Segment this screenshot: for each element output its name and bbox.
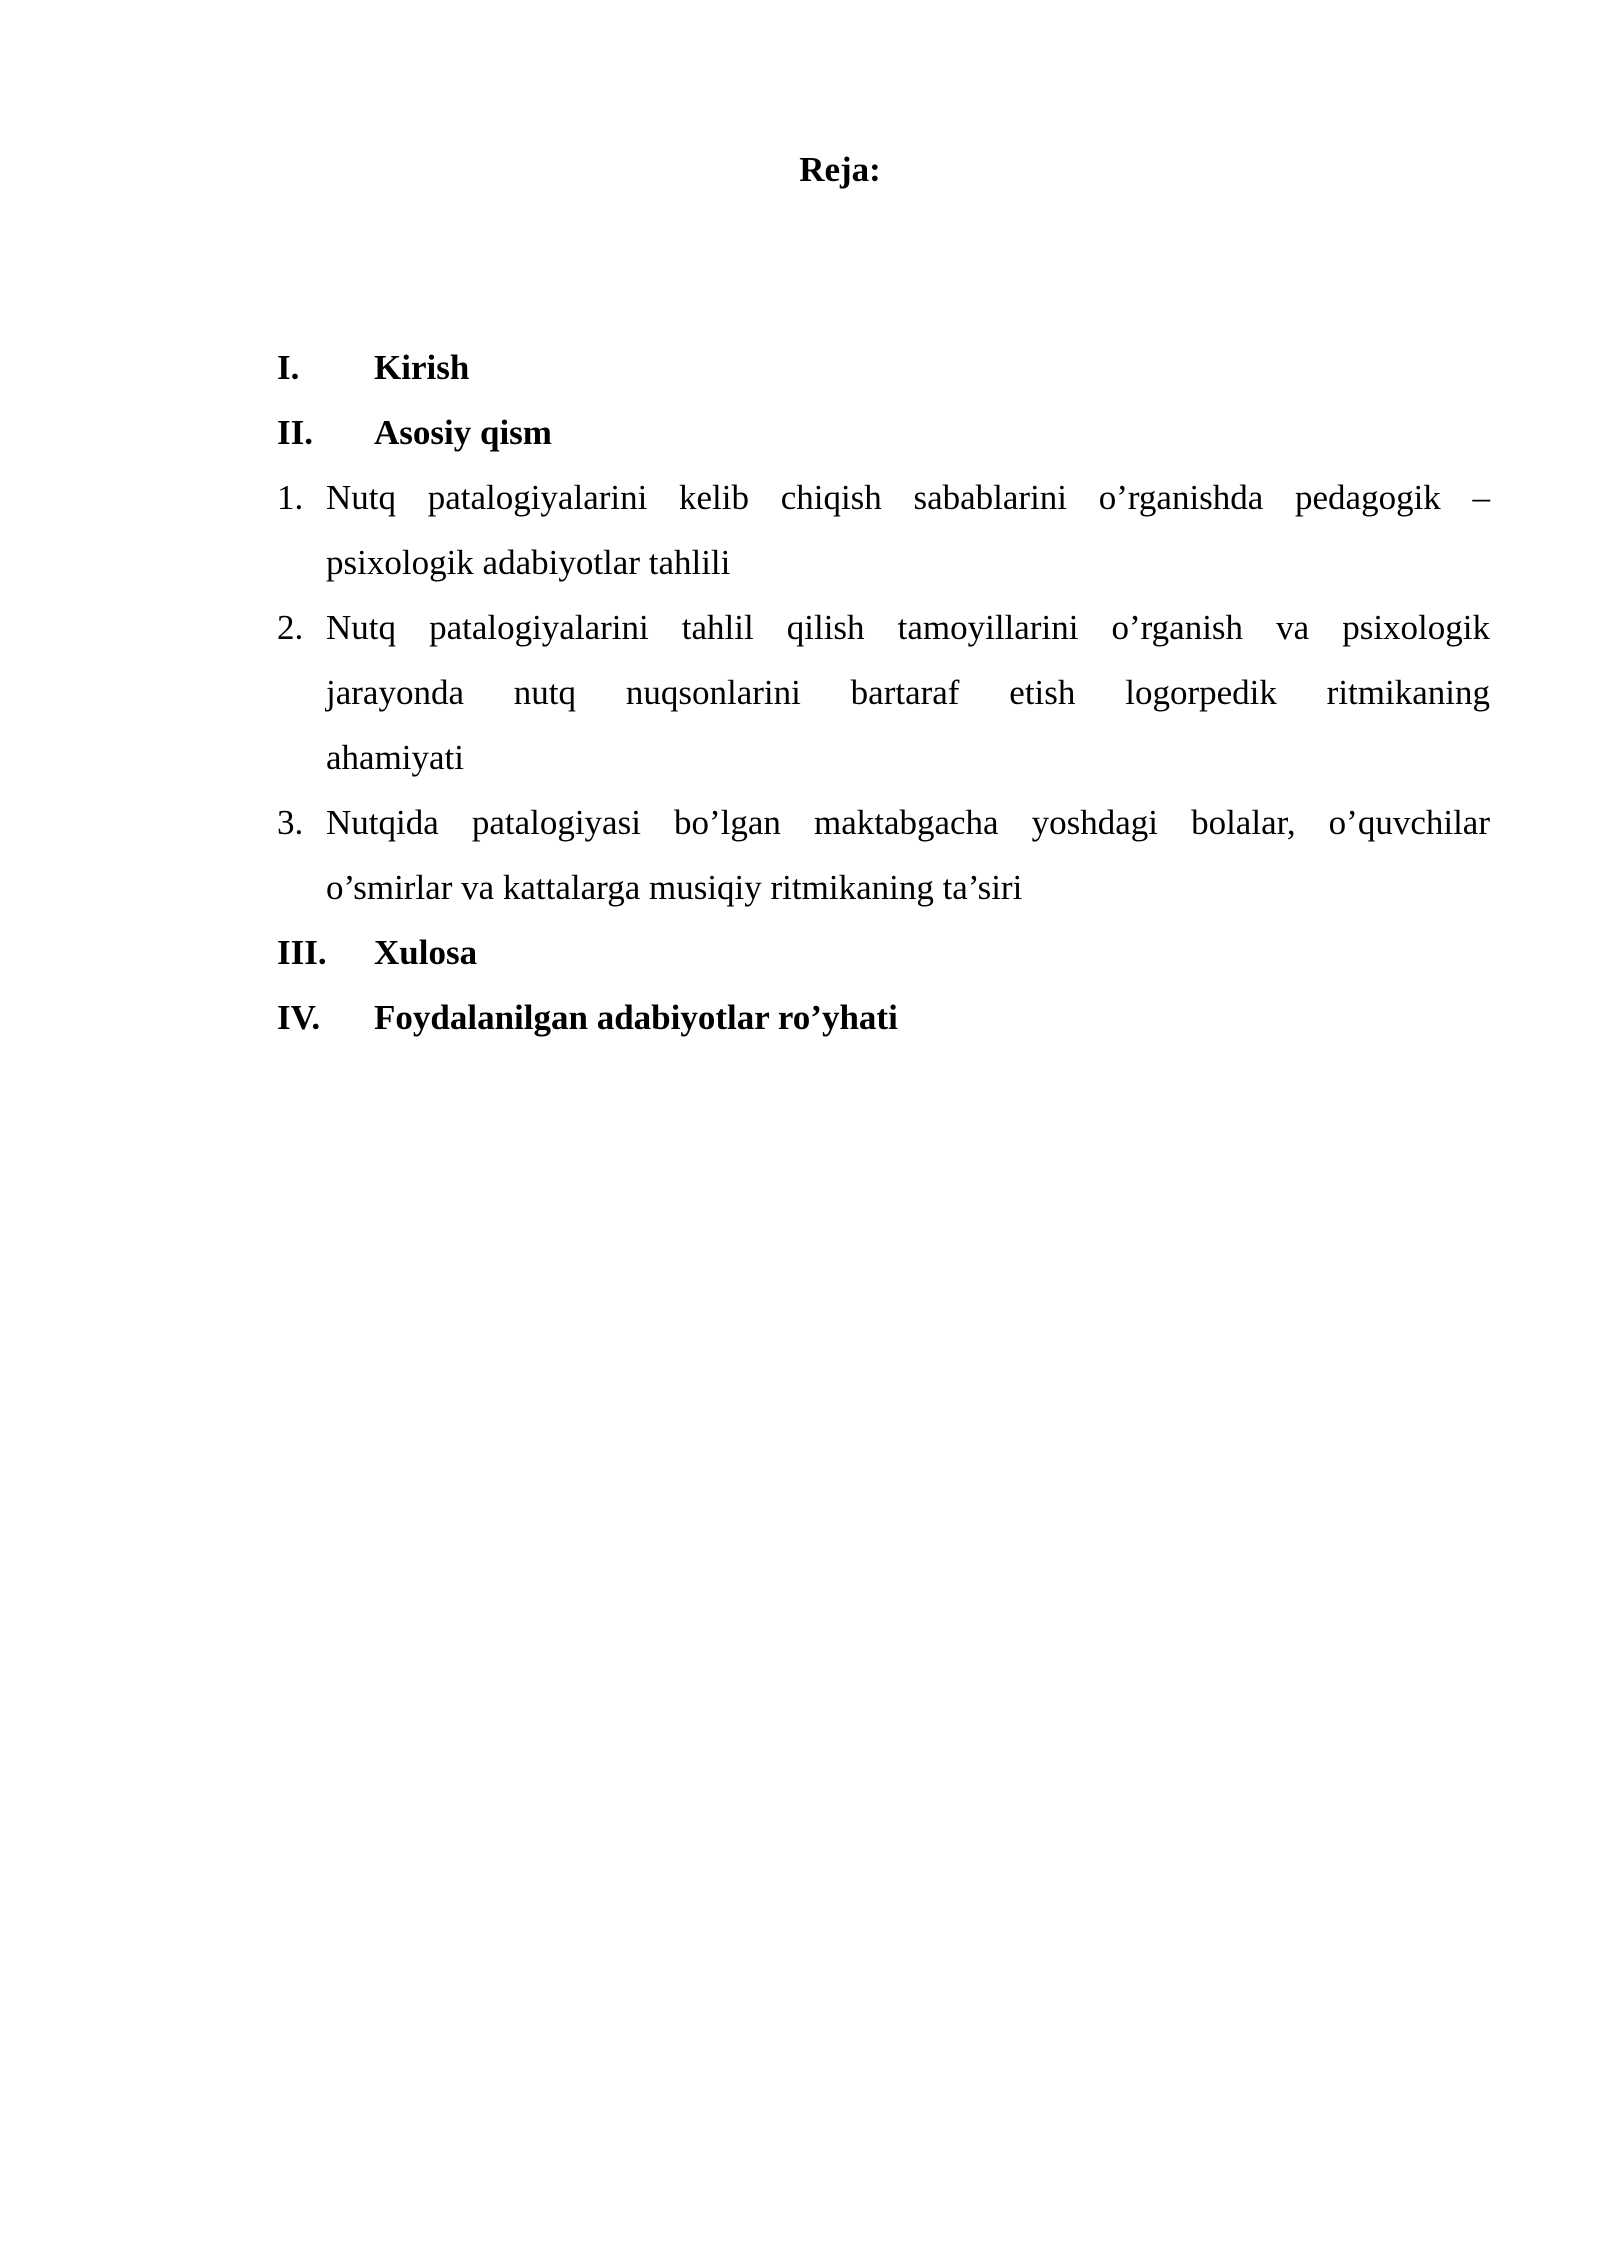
section-label: Foydalanilgan adabiyotlar ro’yhati — [374, 997, 898, 1037]
subsection-item-1 — [277, 465, 1490, 595]
plan-outline — [277, 335, 1490, 1050]
item-number: 2. — [277, 608, 304, 647]
subsection-item-2 — [277, 595, 1490, 790]
item-text — [326, 465, 1490, 595]
section-label: Kirish — [374, 347, 470, 387]
section-label: Xulosa — [374, 932, 478, 972]
item-text — [326, 595, 1490, 790]
section-asosiy-qism — [277, 400, 1490, 465]
section-number: IV. — [277, 997, 321, 1037]
item-line: ahamiyati — [326, 738, 465, 777]
page-title: Reja: — [799, 150, 881, 189]
item-line: jarayonda nutq nuqsonlarini bartaraf etish logorpedik ritmikaning — [326, 673, 1490, 712]
section-xulosa — [277, 920, 1490, 985]
subsection-item-3 — [277, 790, 1490, 920]
item-line: Nutq patalogiyalarini tahlil qilish tamoyillarini o’rganish va psixologik — [326, 608, 1490, 647]
section-number: III. — [277, 932, 327, 972]
section-number: II. — [277, 412, 313, 452]
item-line: psixologik adabiyotlar tahlili — [326, 543, 731, 582]
item-number: 3. — [277, 803, 304, 842]
item-text — [326, 790, 1490, 920]
section-kirish — [277, 335, 1490, 400]
section-label: Asosiy qism — [374, 412, 552, 452]
item-line: Nutq patalogiyalarini kelib chiqish sabablarini o’rganishda pedagogik – — [326, 478, 1490, 517]
item-number: 1. — [277, 478, 304, 517]
section-number: I. — [277, 347, 300, 387]
item-line: Nutqida patalogiyasi bo’lgan maktabgacha yoshdagi bolalar, o’quvchilar — [326, 803, 1490, 842]
item-line: o’smirlar va kattalarga musiqiy ritmikaning ta’siri — [326, 868, 1023, 907]
section-references — [277, 985, 1490, 1050]
